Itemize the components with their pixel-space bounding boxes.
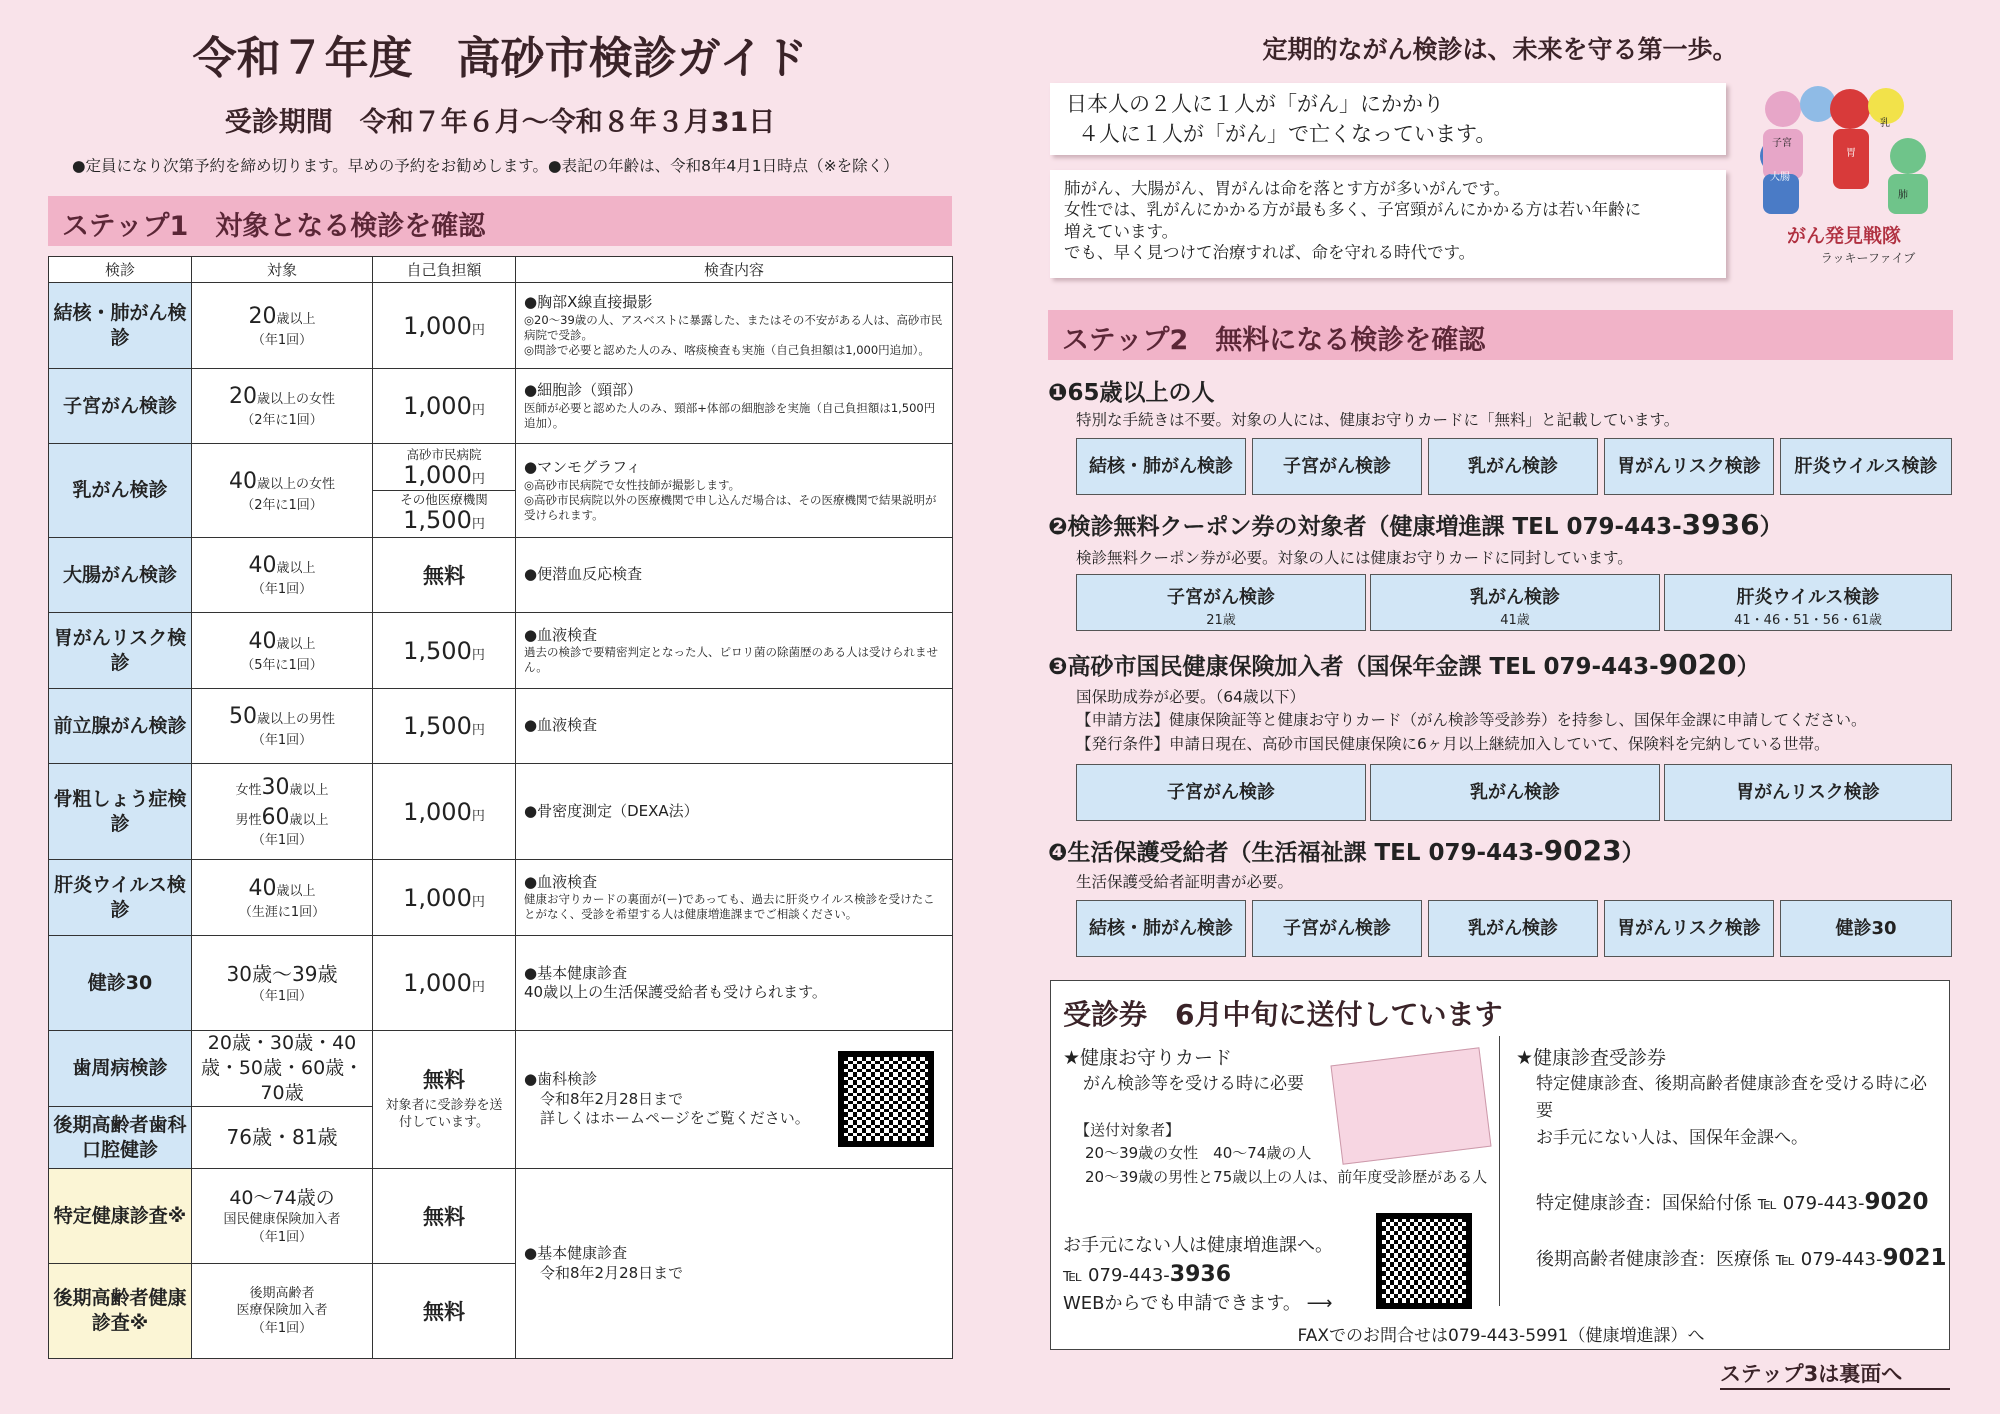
exam-table bbox=[48, 256, 953, 1359]
exam-price: 無料 対象者に受診券を送付しています。 bbox=[373, 1031, 516, 1169]
info-box: 肺がん、大腸がん、胃がんは命を落とす方が多いがんです。 女性では、乳がんにかかる方が最も多く、子宮頸がんにかかる方は若い年齢に 増えています。 でも、早く見つけて治療すれば、命を守れる時代です。 bbox=[1050, 170, 1726, 278]
table-row bbox=[49, 538, 953, 613]
exam-target: 20歳以上の女性 （2年に1回） bbox=[192, 369, 373, 444]
exam-target: 40歳以上の女性 （2年に1回） bbox=[192, 444, 373, 538]
exam-content: ●骨密度測定（DEXA法） bbox=[516, 764, 953, 860]
col-header: 自己負担額 bbox=[373, 257, 516, 283]
qr-code-icon[interactable] bbox=[838, 1051, 934, 1147]
exam-target: 40歳以上 （生涯に1回） bbox=[192, 860, 373, 936]
exam-name: 大腸がん検診 bbox=[49, 538, 192, 613]
exam-name: 結核・肺がん検診 bbox=[49, 283, 192, 369]
exam-name: 後期高齢者歯科口腔健診 bbox=[49, 1107, 192, 1169]
welfare-exam-button[interactable]: 乳がん検診 bbox=[1428, 900, 1598, 957]
exam-name: 健診30 bbox=[49, 936, 192, 1031]
table-row bbox=[49, 444, 953, 538]
qr-code-icon[interactable] bbox=[1376, 1213, 1472, 1309]
table-row bbox=[49, 689, 953, 764]
exam-target: 40歳以上 （5年に1回） bbox=[192, 613, 373, 689]
mascot-title: がん発見戦隊 bbox=[1786, 225, 1902, 247]
table-row bbox=[49, 1169, 953, 1264]
exam-content: ●胸部X線直接撮影 ◎20～39歳の人、アスベストに暴露した、またはその不安がある人は、高砂市民病院で受診。 ◎問診で必要と認めた人のみ、喀痰検査も実施（自己負担額は1,000円追加）。 bbox=[516, 283, 953, 369]
kenshin-heading: ★健康診査受診券 bbox=[1516, 1047, 1667, 1069]
exam-price: 1,000円 bbox=[373, 860, 516, 936]
exam-price: 1,000円 bbox=[373, 764, 516, 860]
note-text: ●定員になり次第予約を締め切ります。早めの予約をお勧めします。●表記の年齢は、令和8年4月1日時点（※を除く） bbox=[72, 157, 899, 175]
group3-note: 国保助成券が必要。（64歳以下） 【申請方法】健康保険証等と健康お守りカード（がん検診等受診券）を持参し、国保年金課に申請してください。 【発行条件】申請日現在、高砂市国民健康保険に6ヶ月以上継続加入していて、保険料を完納している世帯。 bbox=[1076, 688, 1867, 753]
exam-content: ●便潜血反応検査 bbox=[516, 538, 953, 613]
exam-target: 30歳～39歳 （年1回） bbox=[192, 936, 373, 1031]
mascot-label: 胃 bbox=[1846, 148, 1856, 159]
coupon-exam-button[interactable]: 肝炎ウイルス検診 41・46・51・56・61歳 bbox=[1664, 574, 1952, 631]
table-header bbox=[49, 257, 953, 283]
mascot-label: 肺 bbox=[1898, 190, 1908, 201]
exam-price: 1,500円 bbox=[373, 613, 516, 689]
free-exam-button[interactable]: 肝炎ウイルス検診 bbox=[1780, 438, 1952, 495]
coupon-exam-button[interactable]: 子宮がん検診 21歳 bbox=[1076, 574, 1366, 631]
group2-heading: ❷検診無料クーポン券の対象者（健康増進課 TEL 079-443-3936） bbox=[1048, 508, 1783, 541]
exam-target: 20歳以上 （年1回） bbox=[192, 283, 373, 369]
group1-note: 特別な手続きは不要。対象の人には、健康お守りカードに「無料」と記載しています。 bbox=[1076, 411, 1680, 429]
table-row bbox=[49, 936, 953, 1031]
exam-period: 受診期間 令和７年６月～令和８年３月31日 bbox=[224, 107, 776, 138]
coupon-exam-button[interactable]: 乳がん検診 41歳 bbox=[1370, 574, 1660, 631]
exam-target: 40～74歳の 国民健康保険加入者 （年1回） bbox=[192, 1169, 373, 1264]
exam-target: 20歳・30歳・40歳・50歳・60歳・70歳 bbox=[192, 1031, 373, 1107]
free-exam-button[interactable]: 胃がんリスク検診 bbox=[1604, 438, 1774, 495]
apply-info: お手元にない人は健康増進課へ。 ℡ 079-443-3936 WEBからでも申請できます。 ⟶ bbox=[1063, 1235, 1333, 1314]
mascot-subtitle: ラッキーファイブ bbox=[1820, 251, 1916, 265]
exam-price: 1,000円 bbox=[373, 936, 516, 1031]
exam-content: ●血液検査 過去の検診で要精密判定となった人、ピロリ菌の除菌歴のある人は受けられません。 bbox=[516, 613, 953, 689]
ticket-box bbox=[1050, 980, 1950, 1350]
exam-target: 40歳以上 （年1回） bbox=[192, 538, 373, 613]
free-exam-button[interactable]: 子宮がん検診 bbox=[1252, 438, 1422, 495]
step1-heading: ステップ1 対象となる検診を確認 bbox=[48, 196, 952, 246]
mascot-illustration bbox=[1738, 74, 1950, 274]
kenshin-note: 特定健康診査、後期高齢者健康診査を受ける時に必要 お手元にない人は、国保年金課へ。 bbox=[1536, 1074, 1927, 1149]
exam-content: ●血液検査 bbox=[516, 689, 953, 764]
divider bbox=[1499, 1036, 1500, 1306]
exam-content: ●基本健康診査 令和8年2月28日まで bbox=[516, 1169, 953, 1359]
mascot-label: 乳 bbox=[1880, 118, 1890, 129]
exam-target: 50歳以上の男性 （年1回） bbox=[192, 689, 373, 764]
exam-name: 歯周病検診 bbox=[49, 1031, 192, 1107]
exam-content: ●基本健康診査 40歳以上の生活保護受給者も受けられます。 bbox=[516, 936, 953, 1031]
target-list: 【送付対象者】 20～39歳の女性 40～74歳の人 20～39歳の男性と75歳以上の人は、前年度受診歴がある人 bbox=[1075, 1121, 1488, 1186]
welfare-exam-button[interactable]: 結核・肺がん検診 bbox=[1076, 900, 1246, 957]
group1-heading: ❶65歳以上の人 bbox=[1048, 380, 1215, 406]
group4-note: 生活保護受給者証明書が必要。 bbox=[1076, 873, 1294, 891]
exam-name: 後期高齢者健康診査※ bbox=[49, 1264, 192, 1359]
group2-note: 検診無料クーポン券が必要。対象の人には健康お守りカードに同封しています。 bbox=[1076, 549, 1633, 567]
mascot-label: 大腸 bbox=[1770, 172, 1790, 183]
exam-name: 乳がん検診 bbox=[49, 444, 192, 538]
exam-name: 子宮がん検診 bbox=[49, 369, 192, 444]
exam-name: 前立腺がん検診 bbox=[49, 689, 192, 764]
exam-price: 1,000円 bbox=[373, 369, 516, 444]
fax-info: FAXでのお問合せは079-443-5991（健康増進課）へ bbox=[1297, 1326, 1705, 1346]
exam-name: 肝炎ウイルス検診 bbox=[49, 860, 192, 936]
exam-price: 1,500円 bbox=[373, 689, 516, 764]
exam-content: ●マンモグラフィ ◎高砂市民病院で女性技師が撮影します。 ◎高砂市民病院以外の医療機関で申し込んだ場合は、その医療機関で結果説明が受けられます。 bbox=[516, 444, 953, 538]
col-header: 対象 bbox=[192, 257, 373, 283]
exam-target: 76歳・81歳 bbox=[192, 1107, 373, 1169]
mascot-label: 子宮 bbox=[1772, 138, 1792, 149]
table-row bbox=[49, 369, 953, 444]
card-heading: ★健康お守りカード bbox=[1063, 1047, 1233, 1069]
page-title: 令和７年度 高砂市検診ガイド bbox=[192, 33, 808, 84]
welfare-exam-button[interactable]: 子宮がん検診 bbox=[1252, 900, 1422, 957]
col-header: 検査内容 bbox=[516, 257, 953, 283]
tokutei-contact: 特定健康診査：国保給付係 ℡ 079-443-9020 bbox=[1536, 1189, 1929, 1215]
kouki-contact: 後期高齢者健康診査：医療係 ℡ 079-443-9021 bbox=[1536, 1245, 1947, 1271]
table-row bbox=[49, 283, 953, 369]
tagline: 定期的ながん検診は、未来を守る第一歩。 bbox=[1262, 35, 1738, 64]
step2-heading: ステップ2 無料になる検診を確認 bbox=[1048, 310, 1953, 360]
exam-price: 1,000円 bbox=[373, 283, 516, 369]
ticket-title: 受診券 6月中旬に送付しています bbox=[1063, 998, 1503, 1031]
welfare-exam-button[interactable]: 胃がんリスク検診 bbox=[1604, 900, 1774, 957]
exam-name: 胃がんリスク検診 bbox=[49, 613, 192, 689]
table-row bbox=[49, 613, 953, 689]
table-row bbox=[49, 1031, 953, 1107]
exam-content: ●歯科検診 令和8年2月28日まで 詳しくはホームページをご覧ください。 bbox=[516, 1031, 953, 1169]
next-page-link[interactable]: ステップ3は裏面へ bbox=[1720, 1358, 1960, 1394]
table-row bbox=[49, 860, 953, 936]
exam-price: 無料 bbox=[373, 1264, 516, 1359]
exam-content: ●細胞診（頸部） 医師が必要と認めた人のみ、頸部+体部の細胞診を実施（自己負担額は1,500円追加）。 bbox=[516, 369, 953, 444]
exam-price: 高砂市民病院 1,000円 その他医療機関 1,500円 bbox=[373, 444, 516, 538]
exam-name: 特定健康診査※ bbox=[49, 1169, 192, 1264]
exam-target: 後期高齢者 医療保険加入者 （年1回） bbox=[192, 1264, 373, 1359]
welfare-exam-button[interactable]: 健診30 bbox=[1780, 900, 1952, 957]
group4-heading: ❹生活保護受給者（生活福祉課 TEL 079-443-9023） bbox=[1048, 834, 1645, 867]
kokuho-exam-button[interactable]: 乳がん検診 bbox=[1370, 764, 1660, 821]
exam-price: 無料 bbox=[373, 538, 516, 613]
kokuho-exam-button[interactable]: 子宮がん検診 bbox=[1076, 764, 1366, 821]
free-exam-button[interactable]: 結核・肺がん検診 bbox=[1076, 438, 1246, 495]
exam-target: 女性30歳以上 男性60歳以上 （年1回） bbox=[192, 764, 373, 860]
col-header: 検診 bbox=[49, 257, 192, 283]
card-note: がん検診等を受ける時に必要 bbox=[1083, 1074, 1304, 1094]
kokuho-exam-button[interactable]: 胃がんリスク検診 bbox=[1664, 764, 1952, 821]
group3-heading: ❸高砂市国民健康保険加入者（国保年金課 TEL 079-443-9020） bbox=[1048, 648, 1760, 681]
free-exam-button[interactable]: 乳がん検診 bbox=[1428, 438, 1598, 495]
stats-box: 日本人の２人に１人が「がん」にかかり ４人に１人が「がん」で亡くなっています。 bbox=[1050, 83, 1726, 155]
table-row bbox=[49, 764, 953, 860]
exam-price: 無料 bbox=[373, 1169, 516, 1264]
exam-content: ●血液検査 健康お守りカードの裏面が(ー)であっても、過去に肝炎ウイルス検診を受けたことがなく、受診を希望する人は健康増進課までご相談ください。 bbox=[516, 860, 953, 936]
exam-name: 骨粗しょう症検診 bbox=[49, 764, 192, 860]
